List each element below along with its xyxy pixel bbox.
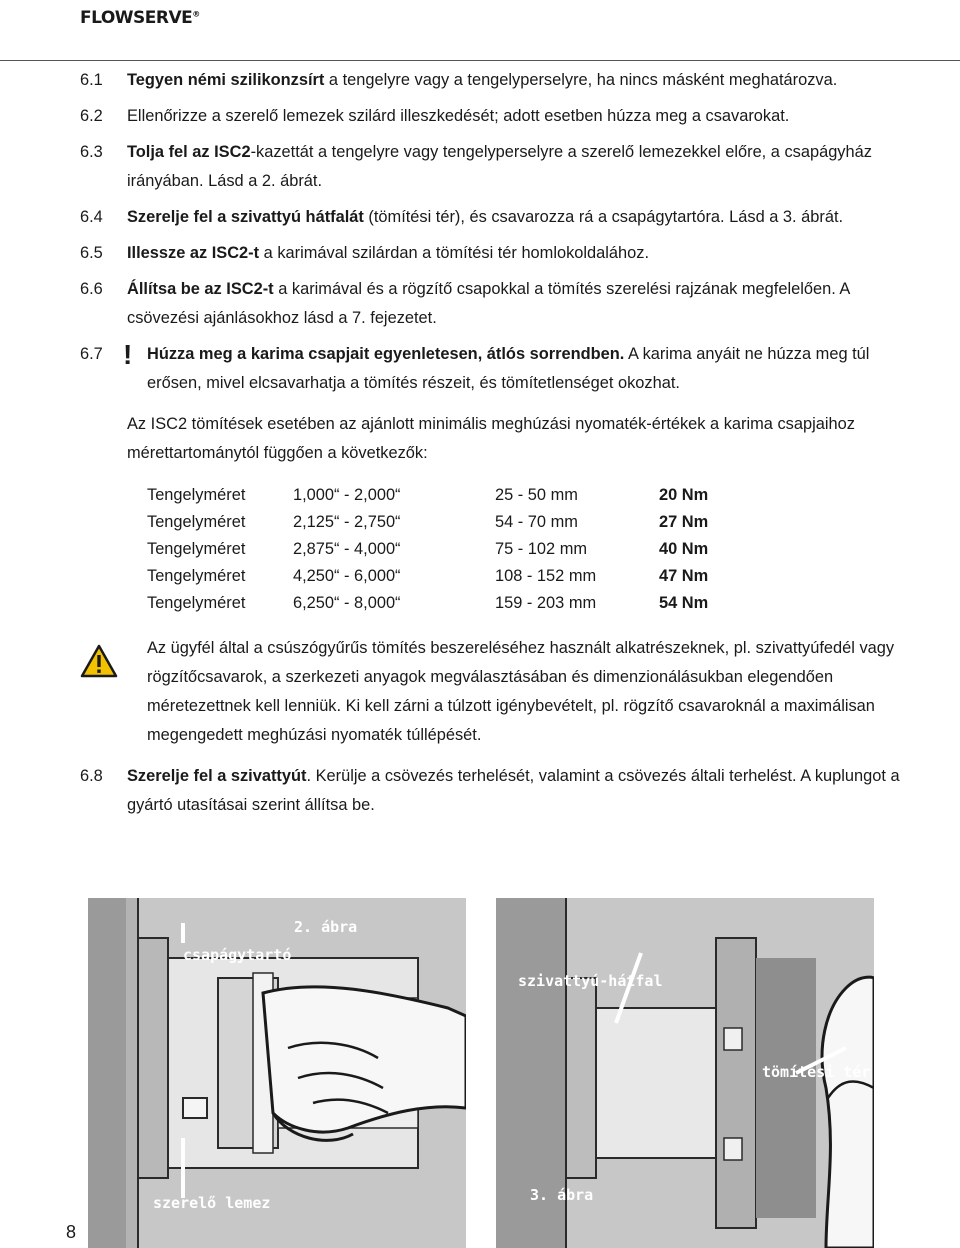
figure-2-label-bottom: szerelő lemez xyxy=(153,1194,271,1212)
torque-value: 47 Nm xyxy=(659,567,709,585)
caution-note xyxy=(80,634,900,750)
figure-2-label-top: csapágytartó xyxy=(183,946,292,964)
torque-table xyxy=(147,482,900,620)
step-emphasis: Állítsa be az ISC2-t xyxy=(127,280,274,298)
step-6-1 xyxy=(80,66,900,95)
figure-3-label-top: szivattyú-hátfal xyxy=(518,972,663,990)
mm-range: 54 - 70 mm xyxy=(495,513,578,531)
caution-text: Az ügyfél által a csúszógyűrűs tömítés beszereléséhez használt alkatrészeknek, pl. szivattyúfedél vagy rögzítőcsavarok, a szerkezeti anyagok megválasztásában és dimenzionálásukban elegendően méretezettnek kell lenniük. Ki kell zárni a túlzott igénybevételt, pl. rögzítő csavaroknál a maximálisan megengedett meghúzási nyomaték túllépését. xyxy=(147,639,895,744)
figure-3-title: 3. ábra xyxy=(530,1186,594,1204)
step-number: 6.1 xyxy=(80,71,103,89)
step-text: . Kerülje a csövezés terhelését, valamint a csövezés általi terhelést. A kuplungot a gyártó utasításai szerint állítsa be. xyxy=(127,767,900,814)
torque-row xyxy=(147,536,847,563)
inch-range: 4,250“ - 6,000“ xyxy=(293,567,401,585)
row-label: Tengelyméret xyxy=(147,594,246,612)
mm-range: 108 - 152 mm xyxy=(495,567,597,585)
step-text: a karimával és a rögzítő csapokkal a tömítés szerelési rajzának megfelelően. A csövezési ajánlásokhoz lásd a 7. fejezetet. xyxy=(127,280,850,327)
step-text: (tömítési tér), és csavarozza rá a csapágytartóra. Lásd a 3. ábrát. xyxy=(363,208,844,226)
torque-value: 27 Nm xyxy=(659,513,709,531)
step-number: 6.4 xyxy=(80,208,103,226)
figure-3 xyxy=(496,898,874,1248)
figure-3-label-right: tömítési tér xyxy=(762,1063,871,1081)
torque-value: 20 Nm xyxy=(659,486,709,504)
step-number: 6.6 xyxy=(80,280,103,298)
step-6-7 xyxy=(80,340,900,398)
mm-range: 75 - 102 mm xyxy=(495,540,588,558)
figure-2 xyxy=(88,898,466,1248)
logo-text: FLOWSERVE xyxy=(80,8,193,28)
registered-mark: ® xyxy=(192,9,200,19)
page-number: 8 xyxy=(66,1222,77,1242)
row-label: Tengelyméret xyxy=(147,540,246,558)
step-6-2 xyxy=(80,102,900,131)
header-rule xyxy=(0,60,960,61)
torque-value: 54 Nm xyxy=(659,594,709,612)
row-label: Tengelyméret xyxy=(147,486,246,504)
inch-range: 2,125“ - 2,750“ xyxy=(293,513,401,531)
mm-range: 159 - 203 mm xyxy=(495,594,597,612)
step-number: 6.8 xyxy=(80,767,103,785)
torque-value: 40 Nm xyxy=(659,540,709,558)
torque-row xyxy=(147,509,847,536)
inch-range: 2,875“ - 4,000“ xyxy=(293,540,401,558)
inch-range: 6,250“ - 8,000“ xyxy=(293,594,401,612)
step-6-4 xyxy=(80,203,900,232)
mm-range: 25 - 50 mm xyxy=(495,486,578,504)
step-number: 6.5 xyxy=(80,244,103,262)
step-number: 6.7 xyxy=(80,345,103,363)
row-label: Tengelyméret xyxy=(147,513,246,531)
step-emphasis: Húzza meg a karima csapjait egyenletesen, átlós sorrendben. xyxy=(147,345,625,363)
step-text: Ellenőrizze a szerelő lemezek szilárd illeszkedését; adott esetben húzza meg a csavarokat. xyxy=(127,107,790,125)
row-label: Tengelyméret xyxy=(147,567,246,585)
step-text: A karima anyáit ne húzza meg túl erősen, mivel elcsavarhatja a tömítés részeit, és tömítetlenséget okozhat. xyxy=(147,345,870,392)
step-emphasis: Szerelje fel a szivattyút xyxy=(127,767,307,785)
step-text: -kazettát a tengelyre vagy tengelyperselyre a szerelő lemezekkel előre, a csapágyház irányában. Lásd a 2. ábrát. xyxy=(127,143,872,190)
torque-row xyxy=(147,482,847,509)
torque-row xyxy=(147,563,847,590)
torque-row xyxy=(147,590,847,617)
warning-triangle-icon xyxy=(80,644,118,678)
step-6-3 xyxy=(80,138,900,196)
step-6-5 xyxy=(80,239,900,268)
step-emphasis: Tolja fel az ISC2 xyxy=(127,143,251,161)
flowserve-logo xyxy=(80,8,200,28)
instruction-steps xyxy=(80,66,900,827)
step-number: 6.2 xyxy=(80,107,103,125)
torque-intro-paragraph: Az ISC2 tömítések esetében az ajánlott minimális meghúzási nyomaték-értékek a karima csapjaihoz mérettartománytól függően a következők: xyxy=(127,415,855,462)
step-emphasis: Illessze az ISC2-t xyxy=(127,244,260,262)
step-emphasis: Tegyen némi szilikonzsírt xyxy=(127,71,325,89)
figures xyxy=(88,898,874,1248)
step-6-6 xyxy=(80,275,900,333)
step-text: a tengelyre vagy a tengelyperselyre, ha nincs másként meghatározva. xyxy=(324,71,838,89)
step-text: a karimával szilárdan a tömítési tér homlokoldalához. xyxy=(259,244,650,262)
step-emphasis: Szerelje fel a szivattyú hátfalát xyxy=(127,208,364,226)
inch-range: 1,000“ - 2,000“ xyxy=(293,486,401,504)
exclamation-icon: ! xyxy=(123,339,133,370)
step-6-8 xyxy=(80,762,900,820)
step-number: 6.3 xyxy=(80,143,103,161)
figure-2-title: 2. ábra xyxy=(294,918,358,936)
